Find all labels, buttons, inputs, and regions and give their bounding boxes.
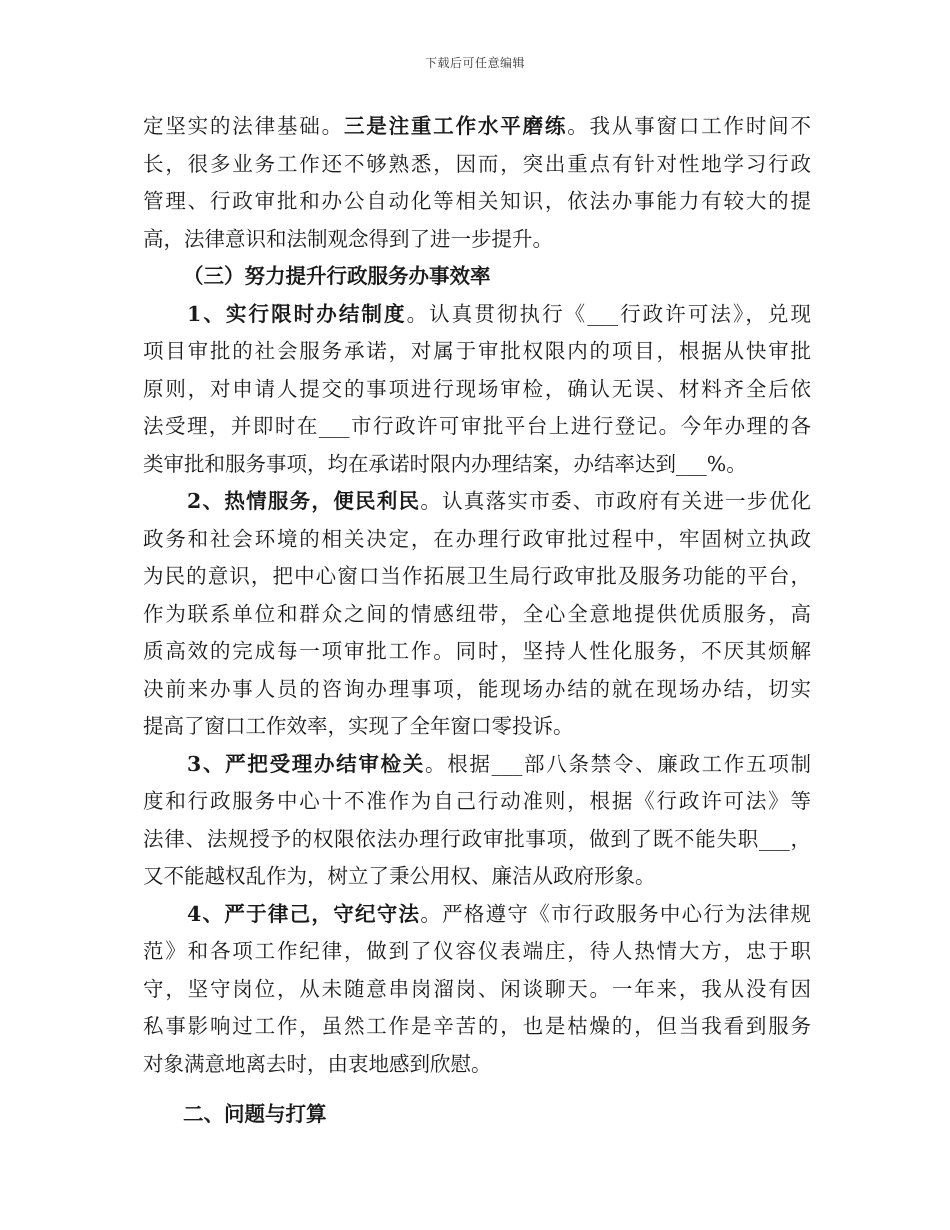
paragraph-line: 长，很多业务工作还不够熟悉，因而，突出重点有针对性地学习行政 <box>143 151 811 176</box>
paragraph-line: 质高效的完成每一项审批工作。同时，坚持人性化服务，不厌其烦解 <box>143 639 811 663</box>
item-2-line <box>143 483 811 521</box>
paragraph-line: 范》和各项工作纪律，做到了仪容仪表端庄，待人热情大方，忠于职 <box>143 939 811 963</box>
paragraph-line: 项目审批的社会服务承诺，对属于审批权限内的项目，根据从快审批 <box>143 339 811 363</box>
item-3-line <box>143 746 811 784</box>
text-run: 定坚实的法律基础。 <box>143 114 344 138</box>
paragraph-line: 政务和社会环境的相关决定，在办理行政审批过程中，牢固树立执政 <box>143 526 811 551</box>
text-run: 。根据___部八条禁令、廉政工作五项制 <box>425 751 811 776</box>
paragraph-line: 对象满意地离去时，由衷地感到欣慰。 <box>143 1051 492 1076</box>
item-title: 2、热情服务，便民利民 <box>187 489 421 513</box>
paragraph-line: 提高了窗口工作效率，实现了全年窗口零投诉。 <box>143 714 574 738</box>
item-title: 3、严把受理办结审检关 <box>187 751 425 776</box>
text-run: 。认真落实市委、市政府有关进一步优化 <box>420 489 811 513</box>
text-run: 。严格遵守《市行政服务中心行为法律规 <box>420 901 811 926</box>
paragraph-line: 决前来办事人员的咨询办理事项，能现场办结的就在现场办结，切实 <box>143 676 811 701</box>
paragraph-line: 高，法律意识和法制观念得到了进一步提升。 <box>143 226 553 251</box>
document-body <box>143 108 811 1134</box>
item-1-line <box>143 296 811 334</box>
page-header: 下载后可任意编辑 <box>424 56 525 70</box>
item-title: 1、实行限时办结制度 <box>187 301 407 326</box>
text-run: 。认真贯彻执行《___行政许可法》，兑现 <box>406 301 811 326</box>
paragraph-line: 为民的意识，把中心窗口当作拓展卫生局行政审批及服务功能的平台， <box>143 564 811 588</box>
text-run: 。我从事窗口工作时间不 <box>567 114 811 138</box>
bold-phrase: 三是注重工作水平磨练 <box>343 114 568 138</box>
section-heading-3: （三）努力提升行政服务办事效率 <box>183 264 491 288</box>
paragraph-line <box>143 108 811 146</box>
paragraph-line: 守，坚守岗位，从未随意串岗溜岗、闲谈聊天。一年来，我从没有因 <box>143 976 811 1001</box>
item-4-line <box>143 896 811 934</box>
paragraph-line: 法律、法规授予的权限依法办理行政审批事项，做到了既不能失职___， <box>143 826 811 851</box>
item-title: 4、严于律己，守纪守法 <box>187 901 421 926</box>
paragraph-line: 度和行政服务中心十不准作为自己行动准则，根据《行政许可法》等 <box>143 789 811 813</box>
paragraph-line: 法受理，并即时在___市行政许可审批平台上进行登记。今年办理的各 <box>143 414 811 438</box>
paragraph-line: 私事影响过工作，虽然工作是辛苦的，也是枯燥的，但当我看到服务 <box>143 1014 811 1038</box>
paragraph-line: 又不能越权乱作为，树立了秉公用权、廉洁从政府形象。 <box>143 864 656 888</box>
paragraph-line: 类审批和服务事项，均在承诺时限内办理结案，办结率达到___%。 <box>143 451 747 476</box>
section-heading-2: 二、问题与打算 <box>183 1102 327 1126</box>
paragraph-line: 管理、行政审批和办公自动化等相关知识，依法办事能力有较大的提 <box>143 189 811 213</box>
paragraph-line: 原则，对申请人提交的事项进行现场审检，确认无误、材料齐全后依 <box>143 376 811 401</box>
paragraph-line: 作为联系单位和群众之间的情感纽带，全心全意地提供优质服务，高 <box>143 601 811 626</box>
